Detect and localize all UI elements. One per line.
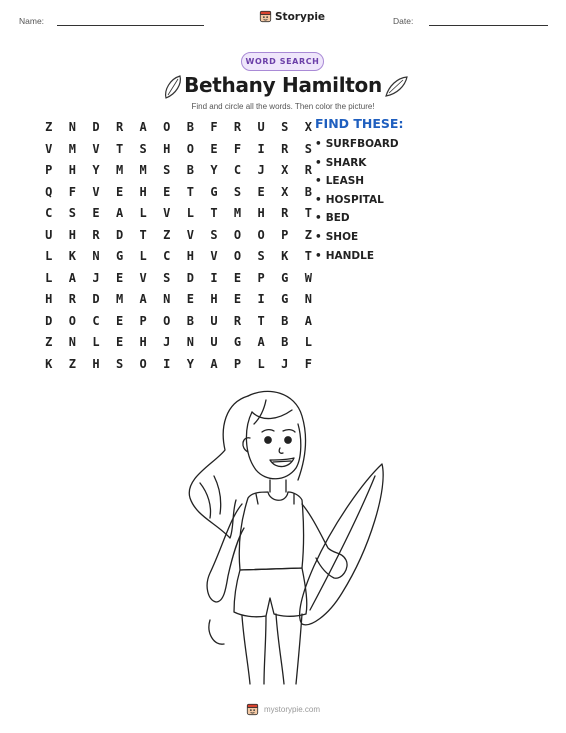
word-label: LEASH: [325, 175, 365, 188]
grid-cell[interactable]: S: [115, 356, 124, 371]
grid-cell[interactable]: O: [139, 356, 147, 371]
grid-cell[interactable]: B: [186, 120, 194, 134]
word-item: [315, 211, 399, 230]
grid-row: [37, 246, 320, 268]
grid-cell[interactable]: X: [281, 184, 289, 199]
grid-cell[interactable]: Y: [92, 163, 100, 177]
word-item: [315, 156, 399, 175]
word-item: [315, 137, 399, 156]
grid-cell[interactable]: H: [45, 292, 53, 306]
grid-cell[interactable]: A: [304, 313, 312, 328]
grid-cell[interactable]: Q: [45, 184, 53, 199]
grid-cell[interactable]: N: [163, 292, 171, 306]
grid-cell[interactable]: R: [304, 163, 312, 177]
grid-cell[interactable]: S: [304, 141, 312, 156]
grid-cell[interactable]: G: [210, 184, 218, 199]
word-label: SURFBOARD: [325, 138, 399, 150]
grid-cell[interactable]: O: [233, 249, 242, 263]
grid-cell[interactable]: S: [139, 141, 147, 156]
grid-cell[interactable]: B: [281, 313, 289, 328]
grid-cell[interactable]: E: [210, 141, 218, 156]
grid-cell[interactable]: H: [68, 163, 76, 177]
footer-url[interactable]: mystorypie.com: [263, 705, 320, 714]
grid-cell[interactable]: L: [139, 249, 147, 263]
grid-cell[interactable]: T: [304, 206, 312, 220]
word-item: [315, 174, 399, 193]
grid-cell[interactable]: M: [115, 292, 124, 306]
grid-cell[interactable]: T: [115, 141, 124, 156]
bullet: •: [315, 249, 322, 262]
grid-cell[interactable]: S: [163, 163, 171, 177]
grid-cell[interactable]: P: [139, 313, 147, 328]
grid-cell[interactable]: V: [45, 141, 53, 156]
grid-cell[interactable]: B: [186, 313, 194, 328]
grid-cell[interactable]: D: [92, 292, 100, 306]
grid-cell[interactable]: F: [210, 120, 218, 134]
bullet: •: [315, 156, 322, 169]
grid-cell[interactable]: U: [257, 120, 265, 134]
grid-cell[interactable]: M: [68, 141, 76, 156]
grid-cell[interactable]: M: [139, 163, 147, 177]
grid-cell[interactable]: H: [210, 292, 218, 306]
find-these-heading: FIND THESE:: [315, 116, 404, 131]
grid-cell[interactable]: A: [68, 270, 76, 285]
grid-cell[interactable]: S: [210, 227, 218, 242]
grid-cell[interactable]: J: [163, 335, 171, 349]
grid-cell[interactable]: X: [304, 120, 312, 134]
grid-cell[interactable]: F: [68, 184, 76, 199]
grid-row: [37, 139, 320, 161]
surfboard-icon: [383, 74, 409, 100]
name-label: Name:: [19, 16, 45, 26]
grid-cell[interactable]: D: [45, 313, 53, 328]
grid-cell[interactable]: V: [92, 141, 100, 156]
grid-row: [37, 311, 320, 333]
grid-cell[interactable]: L: [45, 270, 53, 285]
grid-cell[interactable]: A: [139, 292, 147, 306]
grid-cell[interactable]: B: [281, 335, 289, 349]
grid-cell[interactable]: F: [304, 356, 312, 371]
grid-cell[interactable]: E: [115, 184, 124, 199]
grid-cell[interactable]: A: [115, 206, 124, 220]
grid-cell[interactable]: S: [257, 249, 265, 263]
grid-cell[interactable]: Z: [304, 227, 312, 242]
brand: [259, 10, 325, 23]
bullet: •: [315, 212, 322, 225]
grid-row: [37, 354, 320, 376]
grid-cell[interactable]: Z: [45, 335, 53, 349]
grid-cell[interactable]: R: [281, 206, 289, 220]
grid-cell[interactable]: S: [233, 184, 242, 199]
word-item: [315, 230, 399, 249]
grid-cell[interactable]: P: [257, 270, 265, 285]
grid-cell[interactable]: O: [233, 227, 242, 242]
grid-cell[interactable]: V: [92, 184, 100, 199]
grid-cell[interactable]: Y: [210, 163, 218, 177]
grid-cell[interactable]: V: [186, 227, 194, 242]
grid-cell[interactable]: H: [186, 249, 194, 263]
grid-cell[interactable]: K: [45, 356, 53, 371]
grid-cell[interactable]: R: [115, 120, 124, 134]
storypie-logo-icon: [246, 703, 259, 716]
grid-cell[interactable]: R: [233, 120, 242, 134]
grid-row: [37, 289, 320, 311]
grid-cell[interactable]: N: [186, 335, 194, 349]
grid-cell[interactable]: C: [233, 163, 242, 177]
letter-grid: [37, 117, 320, 375]
grid-cell[interactable]: R: [68, 292, 76, 306]
word-list: [315, 137, 399, 267]
word-item: [315, 193, 399, 212]
grid-cell[interactable]: Z: [45, 120, 53, 134]
grid-cell[interactable]: G: [233, 335, 242, 349]
grid-cell[interactable]: T: [186, 184, 194, 199]
grid-cell[interactable]: S: [281, 120, 289, 134]
grid-cell[interactable]: J: [257, 163, 265, 177]
grid-cell[interactable]: V: [163, 206, 171, 220]
grid-cell[interactable]: B: [304, 184, 312, 199]
grid-cell[interactable]: N: [92, 249, 100, 263]
grid-cell[interactable]: Z: [68, 356, 76, 371]
grid-row: [37, 203, 320, 225]
grid-cell[interactable]: L: [139, 206, 147, 220]
grid-cell[interactable]: U: [45, 227, 53, 242]
word-label: HANDLE: [325, 249, 374, 262]
grid-cell[interactable]: L: [186, 206, 194, 220]
grid-cell[interactable]: G: [115, 249, 124, 263]
grid-cell[interactable]: E: [233, 270, 242, 285]
grid-cell[interactable]: D: [186, 270, 194, 285]
grid-cell[interactable]: E: [186, 292, 194, 306]
grid-cell[interactable]: H: [257, 206, 265, 220]
grid-cell[interactable]: D: [92, 120, 100, 134]
grid-cell[interactable]: N: [68, 120, 76, 134]
grid-cell[interactable]: P: [45, 163, 53, 177]
word-label: SHARK: [325, 156, 367, 169]
grid-cell[interactable]: M: [115, 163, 124, 177]
grid-cell[interactable]: U: [210, 335, 218, 349]
bullet: •: [315, 230, 322, 243]
footer: [0, 703, 566, 716]
storypie-logo-icon: [259, 10, 272, 23]
grid-cell[interactable]: J: [281, 356, 289, 371]
grid-cell[interactable]: O: [163, 120, 171, 134]
grid-cell[interactable]: A: [257, 335, 265, 349]
grid-cell[interactable]: H: [139, 184, 147, 199]
grid-cell[interactable]: Z: [163, 227, 171, 242]
grid-cell[interactable]: V: [139, 270, 147, 285]
grid-cell[interactable]: B: [186, 163, 194, 177]
grid-cell[interactable]: G: [281, 270, 289, 285]
grid-cell[interactable]: H: [139, 335, 147, 349]
grid-cell[interactable]: N: [304, 292, 312, 306]
grid-cell[interactable]: E: [115, 313, 124, 328]
grid-cell[interactable]: L: [304, 335, 312, 349]
grid-cell[interactable]: U: [210, 313, 218, 328]
grid-cell[interactable]: I: [257, 141, 265, 156]
grid-cell[interactable]: H: [92, 356, 100, 371]
word-search-badge: WORD SEARCH: [241, 52, 324, 71]
grid-cell[interactable]: C: [163, 249, 171, 263]
grid-cell[interactable]: E: [92, 206, 100, 220]
grid-cell[interactable]: A: [139, 120, 147, 134]
grid-cell[interactable]: O: [186, 141, 194, 156]
grid-cell[interactable]: M: [233, 206, 242, 220]
grid-cell[interactable]: T: [304, 249, 312, 263]
grid-cell[interactable]: R: [281, 141, 289, 156]
grid-cell[interactable]: P: [281, 227, 289, 242]
grid-cell[interactable]: T: [210, 206, 218, 220]
grid-cell[interactable]: O: [257, 227, 265, 242]
word-item: [315, 249, 399, 268]
instructions: Find and circle all the words. Then color the picture!: [191, 102, 375, 111]
grid-cell[interactable]: I: [257, 292, 265, 306]
name-line[interactable]: [57, 25, 204, 26]
grid-cell[interactable]: K: [68, 249, 76, 263]
bullet: •: [315, 138, 322, 150]
grid-cell[interactable]: R: [92, 227, 100, 242]
grid-cell[interactable]: A: [210, 356, 218, 371]
grid-cell[interactable]: C: [45, 206, 53, 220]
grid-cell[interactable]: C: [92, 313, 100, 328]
date-line[interactable]: [429, 25, 548, 26]
date-label: Date:: [393, 16, 414, 26]
grid-cell[interactable]: V: [210, 249, 218, 263]
grid-cell[interactable]: O: [163, 313, 171, 328]
grid-cell[interactable]: R: [233, 313, 242, 328]
grid-cell[interactable]: L: [92, 335, 100, 349]
brand-name: Storypie: [275, 10, 326, 23]
grid-cell[interactable]: Y: [186, 356, 194, 371]
grid-cell[interactable]: X: [281, 163, 289, 177]
grid-cell[interactable]: F: [233, 141, 242, 156]
grid-cell[interactable]: E: [257, 184, 265, 199]
grid-cell[interactable]: S: [68, 206, 76, 220]
grid-cell[interactable]: K: [281, 249, 289, 263]
grid-cell[interactable]: S: [163, 270, 171, 285]
grid-cell[interactable]: T: [257, 313, 265, 328]
grid-row: [37, 117, 320, 139]
grid-cell[interactable]: I: [163, 356, 171, 371]
grid-row: [37, 332, 320, 354]
grid-cell[interactable]: T: [139, 227, 147, 242]
bullet: •: [315, 175, 322, 188]
grid-cell[interactable]: E: [115, 335, 124, 349]
grid-cell[interactable]: W: [304, 270, 312, 285]
bullet: •: [315, 193, 322, 206]
grid-cell[interactable]: P: [233, 356, 242, 371]
grid-cell[interactable]: I: [210, 270, 218, 285]
grid-row: [37, 160, 320, 182]
grid-row: [37, 225, 320, 247]
word-label: HOSPITAL: [325, 193, 384, 206]
grid-row: [37, 268, 320, 290]
grid-cell[interactable]: O: [68, 313, 76, 328]
grid-cell[interactable]: J: [92, 270, 100, 285]
grid-cell[interactable]: H: [68, 227, 76, 242]
grid-cell[interactable]: L: [45, 249, 53, 263]
grid-cell[interactable]: G: [281, 292, 289, 306]
word-label: SHOE: [325, 230, 359, 243]
grid-cell[interactable]: H: [163, 141, 171, 156]
grid-cell[interactable]: E: [163, 184, 171, 199]
grid-cell[interactable]: E: [115, 270, 124, 285]
grid-cell[interactable]: L: [257, 356, 265, 371]
grid-row: [37, 182, 320, 204]
grid-cell[interactable]: E: [233, 292, 242, 306]
word-label: BED: [325, 212, 350, 225]
grid-cell[interactable]: D: [115, 227, 124, 242]
page-title: Bethany Hamilton: [184, 73, 382, 97]
surfer-girl-illustration[interactable]: [170, 388, 400, 688]
grid-cell[interactable]: N: [68, 335, 76, 349]
